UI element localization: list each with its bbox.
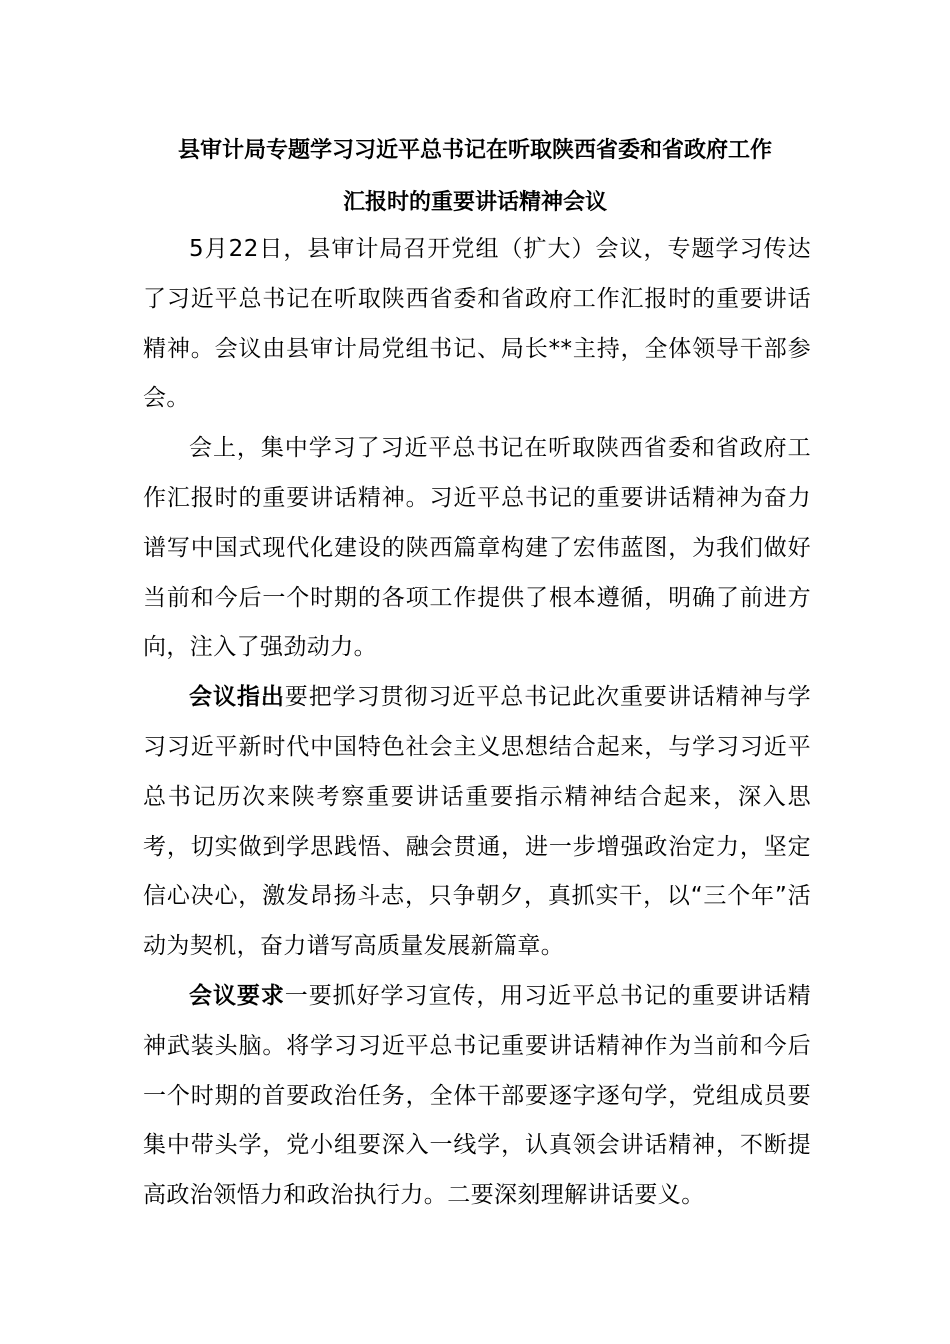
document-title (140, 125, 810, 229)
paragraph-meeting-intro (143, 225, 811, 424)
paragraph-text: 会上，集中学习了习近平总书记在听取陕西省委和省政府工作汇报时的重要讲话精神。习近平总书记的重要讲话精神为奋力谱写中国式现代化建设的陕西篇章构建了宏伟蓝图，为我们做好当前和今后一个时期的各项工作提供了根本遵循，明确了前进方向，注入了强劲动力。 (143, 435, 811, 661)
document-body (143, 225, 811, 1221)
title-line-2: 汇报时的重要讲话精神会议 (342, 190, 607, 215)
paragraph-meeting-study (143, 424, 811, 673)
paragraph-meeting-requirements (143, 972, 811, 1221)
paragraph-text: 一要抓好学习宣传，用习近平总书记的重要讲话精神武装头脑。将学习习近平总书记重要讲话精神作为当前和今后一个时期的首要政治任务，全体干部要逐字逐句学，党组成员要集中带头学，党小组要深入一线学，认真领会讲话精神，不断提高政治领悟力和政治执行力。二要深刻理解讲话要义。 (143, 982, 811, 1209)
paragraph-meeting-pointed-out (143, 673, 811, 972)
paragraph-lead: 会议要求 (189, 982, 285, 1009)
paragraph-text: 要把学习贯彻习近平总书记此次重要讲话精神与学习习近平新时代中国特色社会主义思想结合起来，与学习习近平总书记历次来陕考察重要讲话重要指示精神结合起来，深入思考，切实做到学思践悟、融会贯通，进一步增强政治定力，坚定信心决心，激发昂扬斗志，只争朝夕，真抓实干，以“三个年”活动为契机，奋力谱写高质量发展新篇章。 (143, 684, 811, 960)
paragraph-text: 5月22日，县审计局召开党组（扩大）会议，专题学习传达了习近平总书记在听取陕西省委和省政府工作汇报时的重要讲话精神。会议由县审计局党组书记、局长**主持，全体领导干部参会。 (143, 236, 811, 412)
title-line-1: 县审计局专题学习习近平总书记在听取陕西省委和省政府工作 (177, 138, 772, 163)
paragraph-lead: 会议指出 (189, 684, 285, 711)
